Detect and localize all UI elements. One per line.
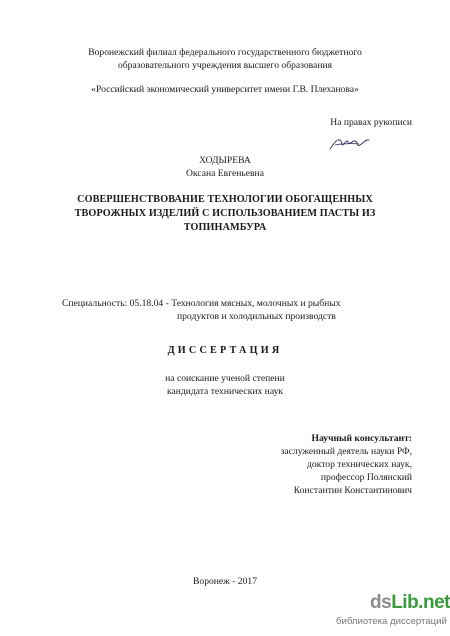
document-type: ДИССЕРТАЦИЯ bbox=[167, 345, 283, 356]
author-block bbox=[0, 154, 450, 180]
degree-line: кандидата технических наук bbox=[166, 386, 284, 397]
watermark-subtitle: библиотека диссертаций bbox=[336, 616, 447, 627]
title-line: ТОПИНАМБУРА bbox=[183, 222, 267, 233]
logo-part-ds: ds bbox=[370, 592, 392, 613]
consultant-line: доктор технических наук, bbox=[307, 459, 412, 470]
author-surname: ХОДЫРЕВА bbox=[199, 155, 251, 166]
consultant-heading: Научный консультант: bbox=[311, 433, 412, 444]
logo-part-lib: Lib.net bbox=[391, 592, 450, 613]
dslib-logo bbox=[370, 592, 450, 614]
degree-line: на соискание ученой степени bbox=[165, 373, 285, 384]
institution-name bbox=[0, 46, 450, 72]
signature-image bbox=[326, 132, 372, 154]
consultant-line: заслуженный деятель науки РФ, bbox=[280, 446, 412, 457]
specialty-line: Специальность: 05.18.04 - Технология мясных, молочных и рыбных bbox=[62, 298, 341, 309]
consultant-line: Константин Константинович bbox=[293, 485, 412, 496]
city-year: Воронеж - 2017 bbox=[193, 576, 257, 587]
degree-block bbox=[0, 372, 450, 398]
author-name: Оксана Евгеньевна bbox=[186, 168, 264, 179]
dissertation-title bbox=[0, 193, 450, 235]
dslib-watermark[interactable] bbox=[328, 590, 450, 636]
manuscript-note: На правах рукописи bbox=[330, 117, 412, 128]
title-line: СОВЕРШЕНСТВОВАНИЕ ТЕХНОЛОГИИ ОБОГАЩЕННЫХ bbox=[77, 194, 373, 205]
specialty-line: продуктов и холодильных производств bbox=[177, 311, 336, 322]
title-line: ТВОРОЖНЫХ ИЗДЕЛИЙ С ИСПОЛЬЗОВАНИЕМ ПАСТЫ ИЗ bbox=[74, 208, 376, 219]
institution-line: образовательного учреждения высшего образования bbox=[117, 60, 332, 71]
consultant-block bbox=[281, 432, 412, 497]
institution-line: Воронежский филиал федерального государственного бюджетного bbox=[88, 47, 362, 58]
consultant-line: профессор Полянский bbox=[320, 472, 412, 483]
university-name: «Российский экономический университет имени Г.В. Плеханова» bbox=[91, 84, 359, 95]
specialty-block bbox=[62, 297, 422, 323]
